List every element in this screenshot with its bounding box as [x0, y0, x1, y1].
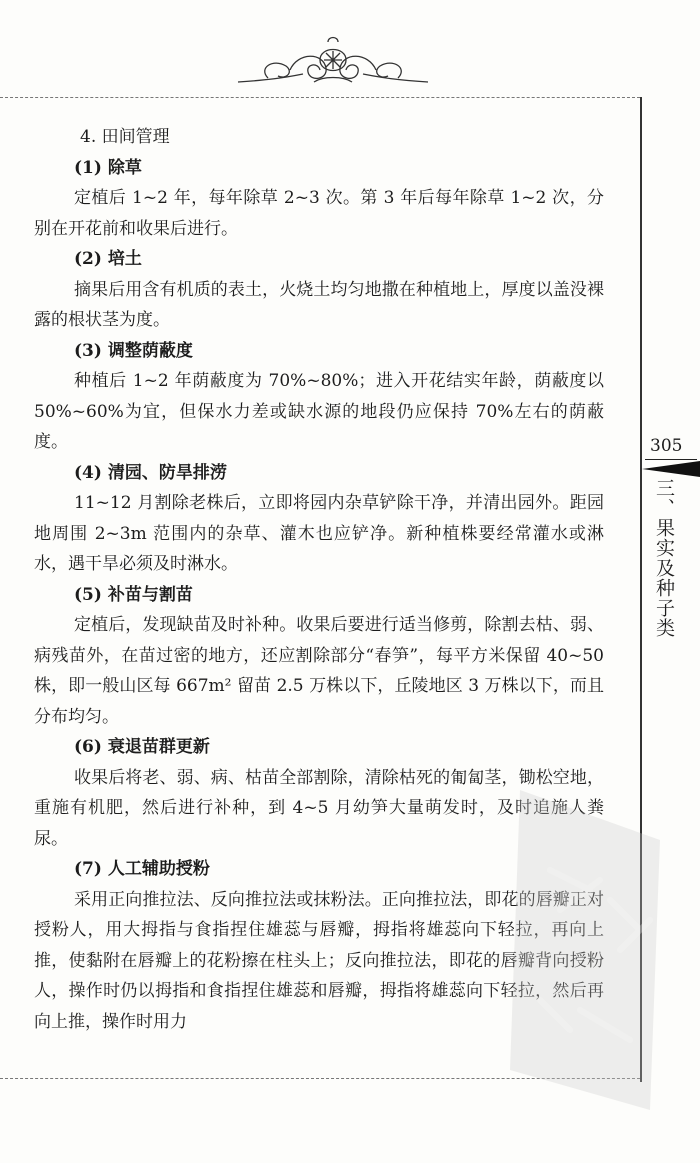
page-number-rule	[645, 459, 697, 460]
paragraph: 种植后 1~2 年荫蔽度为 70%~80%；进入开花结实年龄，荫蔽度以 50%~60%为宜，但保水力差或缺水源的地段仍应保持 70%左右的荫蔽度。	[34, 371, 604, 452]
subsection-heading: (7) 人工辅助授粉	[74, 859, 210, 879]
paragraph: 定植后 1~2 年，每年除草 2~3 次。第 3 年后每年除草 1~2 次，分别在开花前和收果后进行。	[34, 188, 604, 239]
subsection-heading: (1) 除草	[74, 157, 142, 178]
chapter-tab: 三、果实及种子类	[653, 478, 675, 638]
watermark-stamp-icon	[480, 780, 700, 1140]
paragraph: 采用正向推拉法、反向推拉法或抹粉法。正向推拉法，即花的唇瓣正对授粉人，用大拇指与食指捏住雄蕊与唇瓣，拇指将雄蕊向下轻拉，再向上推，使黏附在唇瓣上的花粉擦在柱头上；反向推拉法，即花的唇瓣背向授粉人，操作时仍以拇指和食指捏住雄蕊和唇瓣，拇指将雄蕊向下轻拉，然后再向上推，操作时用力	[34, 889, 604, 1032]
subsection-heading: (2) 培土	[74, 249, 142, 269]
subsection-heading: (6) 衰退苗群更新	[74, 737, 210, 757]
subsection-heading: (3) 调整荫蔽度	[74, 340, 193, 361]
wedge-marker-icon	[642, 461, 700, 477]
subsection-heading: (5) 补苗与割苗	[74, 584, 193, 605]
paragraph: 收果后将老、弱、病、枯苗全部割除，清除枯死的匍匐茎，锄松空地，重施有机肥，然后进行补种，到 4~5 月幼笋大量萌发时，及时追施人粪尿。	[34, 767, 604, 849]
paragraph: 摘果后用含有机质的表土，火烧土均匀地撒在种植地上，厚度以盖没裸露的根状茎为度。	[34, 279, 604, 330]
top-rule	[0, 97, 640, 98]
ornament-icon	[228, 30, 438, 92]
paragraph: 定植后，发现缺苗及时补种。收果后要进行适当修剪，除割去枯、弱、病残苗外，在苗过密的地方，还应割除部分“春笋”，每平方米保留 40~50 株，即一般山区每 667m² 留苗 2.5 万株以下，丘陵地区 3 万株以下，而且分布均匀。	[34, 615, 604, 727]
subsection-heading: (4) 清园、防旱排涝	[74, 462, 227, 483]
page-number: 305	[650, 436, 683, 456]
section-title: 4. 田间管理	[80, 127, 170, 147]
paragraph: 11~12 月割除老株后，立即将园内杂草铲除干净，并清出园外。距园地周围 2~3m 范围内的杂草、灌木也应铲净。新种植株要经常灌水或淋水，遇干旱必须及时淋水。	[34, 493, 604, 574]
